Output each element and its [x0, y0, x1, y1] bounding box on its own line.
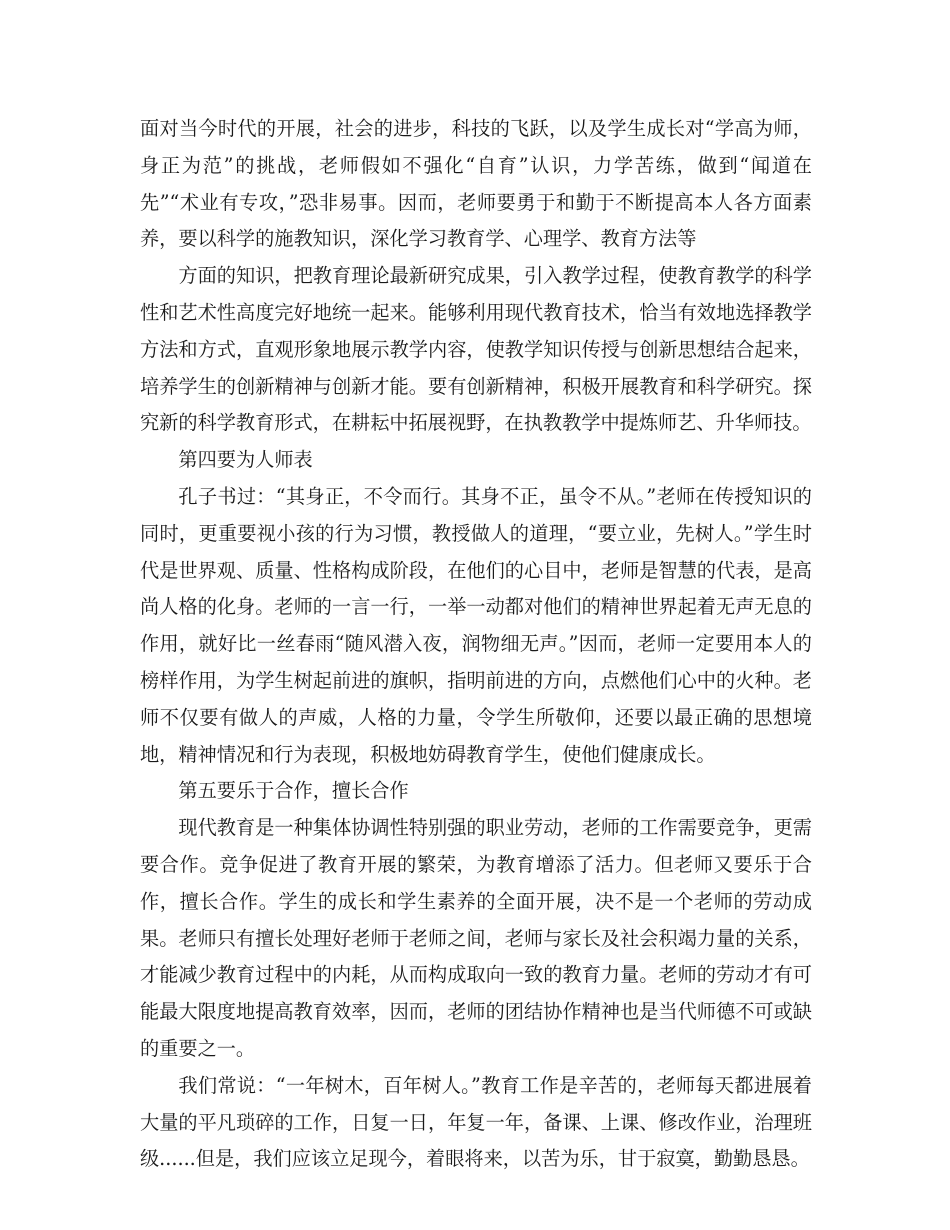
section-heading-fourth: 第四要为人师表 [178, 448, 313, 472]
paragraph-cooperation: 现代教育是一种集体协调性特别强的职业劳动，老师的工作需要竞争，更需要合作。竞争促进了教育开展的繁荣，为教育增添了活力。但老师又要乐于合作，擅长合作。学生的成长和学生素养的全面开展，决不是一个老师的劳动成果。老师只有擅长处理好老师于老师之间，老师与家长及社会积竭力量的关系，才能减少教育过程中的内耗，从而构成取向一致的教育力量。老师的劳动才有可能最大限度地提高教育效率，因而，老师的团结协作精神也是当代师德不可或缺的重要之一。 [140, 816, 812, 1060]
paragraph-knowledge: 方面的知识，把教育理论最新研究成果，引入教学过程，使教育教学的科学性和艺术性高度完好地统一起来。能够利用现代教育技术，恰当有效地选择教学方法和方式，直观形象地展示教学内容，使教学知识传授与创新思想结合起来，培养学生的创新精神与创新才能。要有创新精神，积极开展教育和科学研究。探究新的科学教育形式，在耕耘中拓展视野，在执教教学中提炼师艺、升华师技。 [140, 264, 812, 435]
paragraph-role-model: 孔子书过：“其身正，不令而行。其身不正，虽令不从。”老师在传授知识的同时，更重要视小孩的行为习惯，教授做人的道理，“要立业，先树人。”学生时代是世界观、质量、性格构成阶段，在他们的心目中，老师是智慧的代表，是高尚人格的化身。老师的一言一行，一举一动都对他们的精神世界起着无声无息的作用，就好比一丝春雨“随风潜入夜，润物细无声。”因而，老师一定要用本人的榜样作用，为学生树起前进的旗帜，指明前进的方向，点燃他们心中的火种。老师不仅要有做人的声威，人格的力量，令学生所敬仰，还要以最正确的思想境地，精神情况和行为表现，积极地妨碍教育学生，使他们健康成长。 [140, 484, 812, 766]
paragraph-intro: 面对当今时代的开展，社会的进步，科技的飞跃，以及学生成长对“学高为师，身正为范”的挑战，老师假如不强化“自育”认识，力学苦练，做到“闻道在先”“术业有专攻，”恐非易事。因而，老师要勇于和勤于不断提高本人各方面素养，要以科学的施教知识，深化学习教育学、心理学、教育方法等 [140, 117, 812, 251]
section-heading-fifth: 第五要乐于合作，擅长合作 [178, 779, 409, 803]
paragraph-conclusion: 我们常说：“一年树木，百年树人。”教育工作是辛苦的，老师每天都进展着大量的平凡琐碎的工作，日复一日，年复一年，备课、上课、修改作业，治理班级......但是，我们应该立足现今，着眼将来，以苦为乐，甘于寂寞，勤勤恳恳。 [140, 1073, 812, 1171]
document-body [140, 111, 812, 1178]
